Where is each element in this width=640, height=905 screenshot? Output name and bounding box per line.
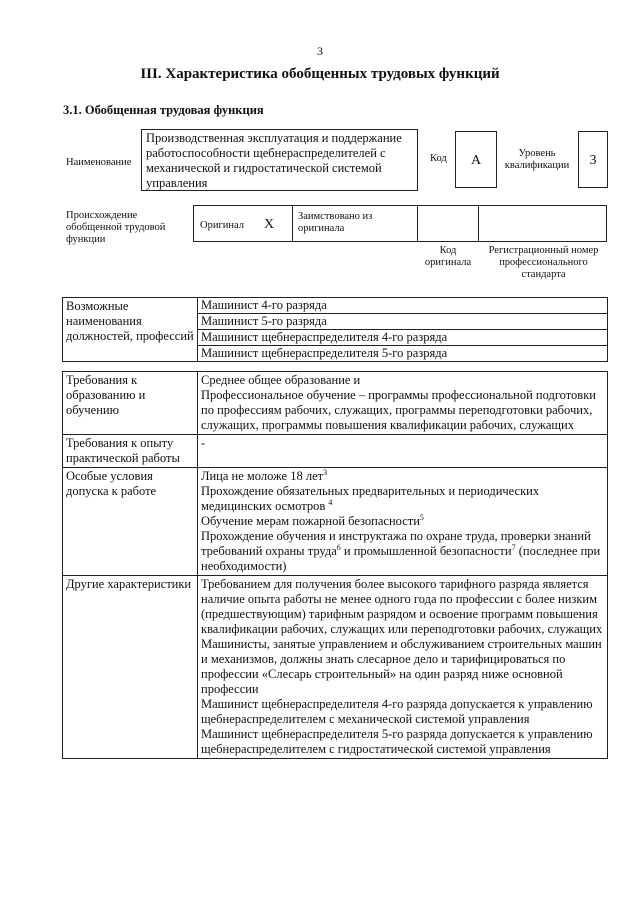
admission-line: Лица не моложе 18 лет$^3$ (201, 467, 328, 483)
admission-value (198, 468, 608, 576)
other-line: Машинист щебнераспределителя 5-го разряда допускается к управлению щебнераспределителем с гидростатической системой управления (201, 727, 593, 756)
other-value (198, 576, 608, 759)
positions-label: Возможные наименования должностей, профессий (63, 298, 198, 362)
admission-line: Обучение мерам пожарной безопасности$^5$ (201, 512, 424, 528)
experience-label: Требования к опыту практической работы (63, 435, 198, 468)
subsection-title: 3.1. Обобщенная трудовая функция (63, 103, 264, 117)
other-label: Другие характеристики (63, 576, 198, 759)
origin-label: Происхождение обобщенной трудовой функции (66, 210, 166, 245)
education-line: Среднее общее образование и (201, 373, 361, 387)
origin-divider-1 (292, 205, 293, 242)
positions-table (62, 297, 608, 362)
table-row (63, 468, 608, 576)
table-row (63, 372, 608, 435)
reg-number-label: Регистрационный номер профессионального стандарта (488, 245, 599, 280)
experience-value: - (198, 435, 608, 468)
level-value: 3 (589, 153, 597, 168)
name-value: Производственная эксплуатация и поддержание работоспособности щебнераспределителей с механической и гидростатической системой управления (146, 131, 402, 190)
other-line: Машинисты, занятые управлением и обслуживанием строительных машин и механизмов, должны знать слесарное дело и тарифицироваться по профессии «Слесарь строительный» на один разряд ниже основной профессии (201, 637, 602, 696)
other-line: Требованием для получения более высокого тарифного разряда является наличие опыта работы не менее одного года по профессии с более низким (предшествующим) тарифным разрядом и освоение программ повышения квалификации рабочих, служащих или переподготовки рабочих, служащих (201, 577, 603, 636)
education-value (198, 372, 608, 435)
code-label: Код (430, 153, 447, 164)
position-item: Машинист щебнераспределителя 4-го разряда (198, 329, 607, 345)
other-line: Машинист щебнераспределителя 4-го разряда допускается к управлению щебнераспределителем с механической системой управления (201, 697, 593, 726)
code-original-label: Код оригинала (424, 245, 472, 268)
admission-line: Прохождение обучения и инструктажа по охране труда, проверки знаний требований охраны труда$^6$ и промышленной безопасности$^7$ (последнее при необходимости) (201, 529, 601, 573)
code-value-box (455, 131, 497, 188)
position-item: Машинист 5-го разряда (198, 313, 607, 329)
position-item: Машинист щебнераспределителя 5-го разряда (198, 345, 607, 361)
table-row (63, 576, 608, 759)
position-item: Машинист 4-го разряда (201, 298, 327, 312)
page-number: 3 (317, 44, 323, 58)
requirements-table (62, 371, 608, 759)
education-label: Требования к образованию и обучению (63, 372, 198, 435)
code-value: А (470, 153, 482, 168)
education-line: Профессиональное обучение – программы профессиональной подготовки по профессиям рабочих, служащих, программы переподготовки рабочих, служащих, программы повышения квалификации рабочих, служащих (201, 388, 596, 432)
section-title: III. Характеристика обобщенных трудовых функций (140, 66, 500, 82)
admission-label: Особые условия допуска к работе (63, 468, 198, 576)
borrowed-label: Заимствовано из оригинала (298, 211, 373, 234)
positions-list (198, 298, 608, 362)
table-row (63, 435, 608, 468)
level-value-box (578, 131, 608, 188)
admission-line: Прохождение обязательных предварительных и периодических медицинских осмотров $^4$ (201, 484, 540, 513)
level-label: Уровень квалификации (504, 148, 570, 171)
origin-divider-3 (478, 205, 479, 242)
original-label: Оригинал (200, 220, 244, 231)
original-mark: X (264, 217, 275, 232)
name-label: Наименование (66, 157, 132, 168)
name-value-box (141, 129, 418, 191)
origin-divider-2 (417, 205, 418, 242)
